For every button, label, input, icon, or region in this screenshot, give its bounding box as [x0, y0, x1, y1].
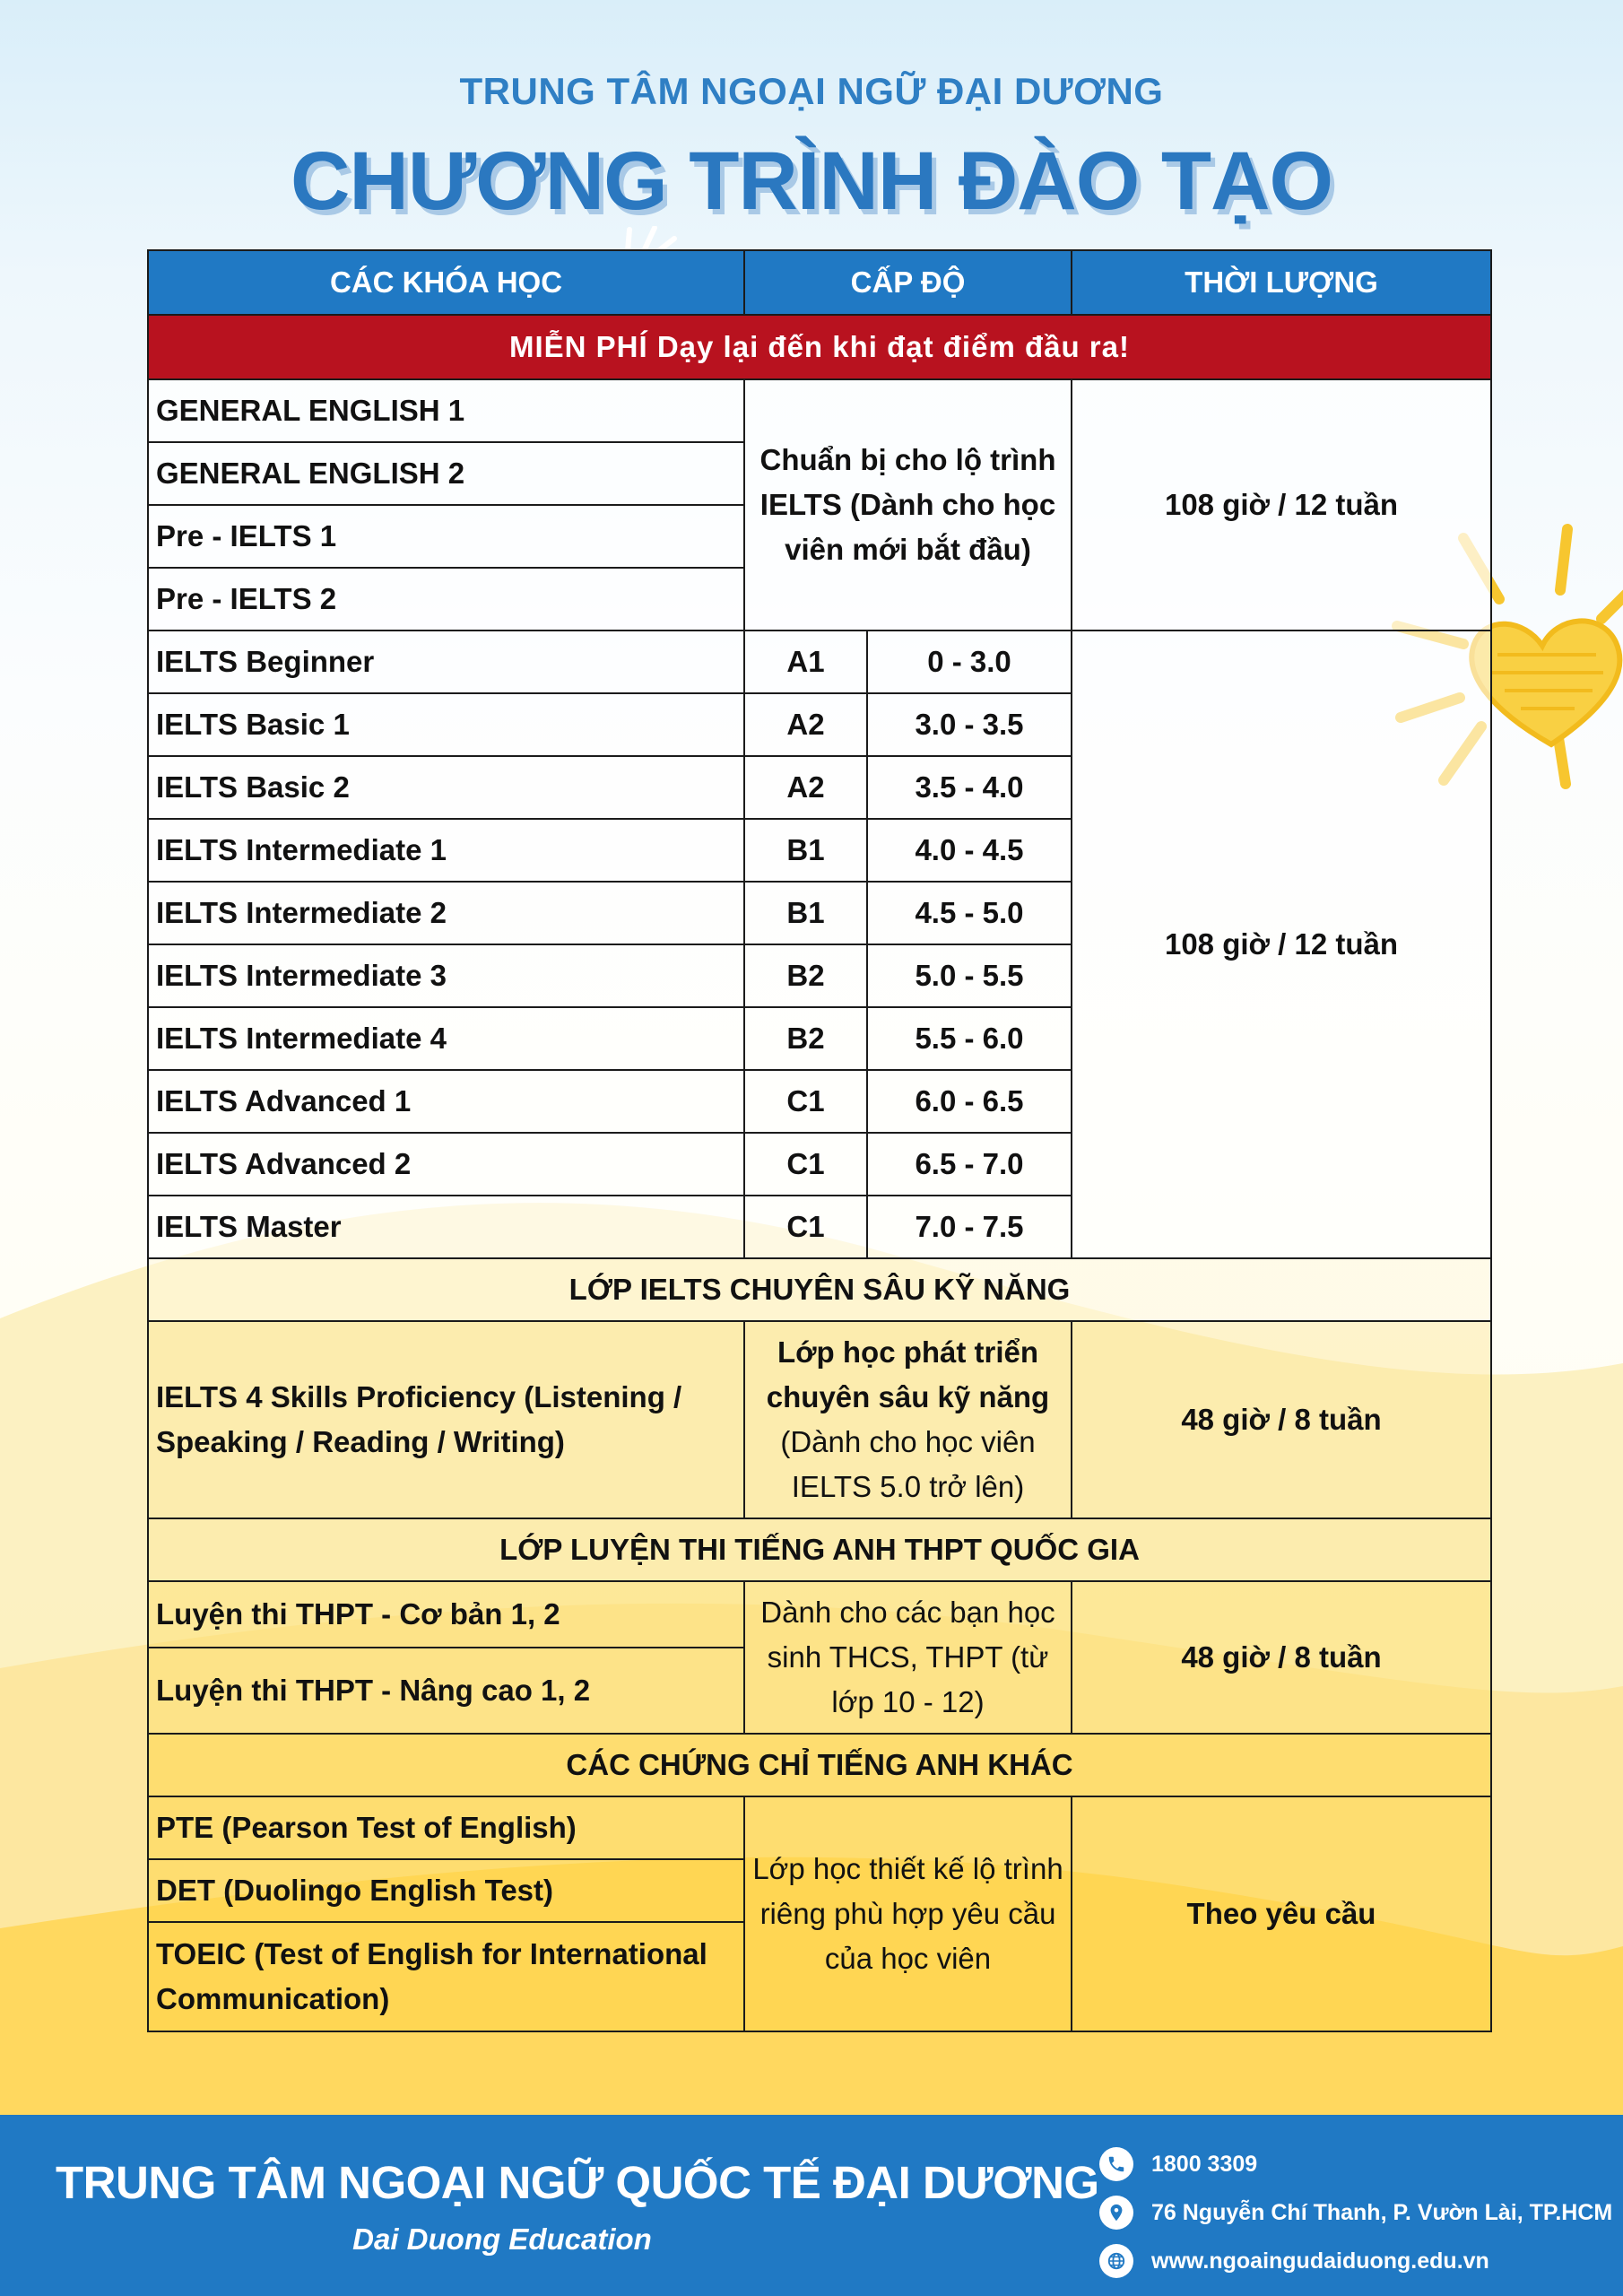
course-name: IELTS Beginner [148, 631, 744, 693]
footer-center-name: TRUNG TÂM NGOẠI NGỮ QUỐC TẾ ĐẠI DƯƠNG [56, 2157, 1099, 2208]
section-row [148, 1734, 1491, 1796]
band-range: 3.0 - 3.5 [867, 693, 1072, 756]
band-range: 4.0 - 4.5 [867, 819, 1072, 882]
cefr-level: C1 [744, 1133, 867, 1196]
table-row [148, 1581, 1491, 1648]
thpt-section-title: LỚP LUYỆN THI TIẾNG ANH THPT QUỐC GIA [148, 1518, 1491, 1581]
course-name: IELTS Advanced 2 [148, 1133, 744, 1196]
cefr-level: B1 [744, 882, 867, 944]
column-header-courses: CÁC KHÓA HỌC [148, 250, 744, 315]
general-duration: 108 giờ / 12 tuần [1072, 379, 1491, 631]
cefr-level: B2 [744, 1007, 867, 1070]
contact-phone[interactable] [1099, 2147, 1257, 2181]
center-name-subtitle: TRUNG TÂM NGOẠI NGỮ ĐẠI DƯƠNG [459, 70, 1164, 112]
table-row [148, 631, 1491, 693]
skills-level-subnote: (Dành cho học viên IELTS 5.0 trở lên) [780, 1425, 1036, 1503]
band-range: 5.5 - 6.0 [867, 1007, 1072, 1070]
location-pin-icon [1099, 2196, 1133, 2230]
course-name: PTE (Pearson Test of English) [148, 1796, 744, 1859]
other-duration: Theo yêu cầu [1072, 1796, 1491, 2031]
thpt-level-note: Dành cho các bạn học sinh THCS, THPT (từ lớp 10 - 12) [744, 1581, 1072, 1734]
cefr-level: B2 [744, 944, 867, 1007]
course-name: IELTS 4 Skills Proficiency (Listening / Speaking / Reading / Writing) [148, 1321, 744, 1518]
skills-duration: 48 giờ / 8 tuần [1072, 1321, 1491, 1518]
footer [0, 2115, 1623, 2296]
table-row [148, 379, 1491, 442]
course-name: IELTS Advanced 1 [148, 1070, 744, 1133]
general-level-note: Chuẩn bị cho lộ trình IELTS (Dành cho học viên mới bắt đầu) [744, 379, 1072, 631]
phone-number: 1800 3309 [1151, 2151, 1258, 2177]
course-name: IELTS Intermediate 4 [148, 1007, 744, 1070]
column-header-duration: THỜI LƯỢNG [1072, 250, 1491, 315]
skills-section-title: LỚP IELTS CHUYÊN SÂU KỸ NĂNG [148, 1258, 1491, 1321]
address-text: 76 Nguyễn Chí Thanh, P. Vườn Lài, TP.HCM [1151, 2199, 1613, 2225]
course-name: TOEIC (Test of English for International Communication) [148, 1922, 744, 2031]
table-row [148, 1796, 1491, 1859]
course-name: IELTS Master [148, 1196, 744, 1258]
band-range: 5.0 - 5.5 [867, 944, 1072, 1007]
section-row [148, 1258, 1491, 1321]
ielts-duration: 108 giờ / 12 tuần [1072, 631, 1491, 1258]
column-header-level: CẤP ĐỘ [744, 250, 1072, 315]
promo-banner: MIỄN PHÍ Dạy lại đến khi đạt điểm đầu ra! [148, 315, 1491, 379]
globe-icon [1099, 2244, 1133, 2278]
contact-address[interactable] [1099, 2196, 1612, 2230]
band-range: 7.0 - 7.5 [867, 1196, 1072, 1258]
course-name: IELTS Basic 2 [148, 756, 744, 819]
course-name: Pre - IELTS 1 [148, 505, 744, 568]
band-range: 3.5 - 4.0 [867, 756, 1072, 819]
section-row [148, 1518, 1491, 1581]
course-name: IELTS Basic 1 [148, 693, 744, 756]
skills-level-note [744, 1321, 1072, 1518]
course-name: IELTS Intermediate 3 [148, 944, 744, 1007]
band-range: 0 - 3.0 [867, 631, 1072, 693]
page-title: CHƯƠNG TRÌNH ĐÀO TẠO [290, 135, 1333, 227]
thpt-duration: 48 giờ / 8 tuần [1072, 1581, 1491, 1734]
course-name: Luyện thi THPT - Nâng cao 1, 2 [148, 1648, 744, 1734]
course-name: GENERAL ENGLISH 1 [148, 379, 744, 442]
cefr-level: A2 [744, 756, 867, 819]
cefr-level: C1 [744, 1196, 867, 1258]
cefr-level: C1 [744, 1070, 867, 1133]
website-link: www.ngoaingudaiduong.edu.vn [1151, 2248, 1489, 2274]
cefr-level: B1 [744, 819, 867, 882]
course-name: Luyện thi THPT - Cơ bản 1, 2 [148, 1581, 744, 1648]
skills-level-bold: Lớp học phát triển chuyên sâu kỹ năng [766, 1335, 1050, 1413]
footer-brand: Dai Duong Education [352, 2222, 652, 2256]
promo-banner-row [148, 315, 1491, 379]
course-table [147, 249, 1492, 2032]
cefr-level: A1 [744, 631, 867, 693]
course-name: Pre - IELTS 2 [148, 568, 744, 631]
course-name: DET (Duolingo English Test) [148, 1859, 744, 1922]
course-name: IELTS Intermediate 2 [148, 882, 744, 944]
cefr-level: A2 [744, 693, 867, 756]
table-header-row [148, 250, 1491, 315]
band-range: 4.5 - 5.0 [867, 882, 1072, 944]
band-range: 6.0 - 6.5 [867, 1070, 1072, 1133]
table-row [148, 1321, 1491, 1518]
other-level-note: Lớp học thiết kế lộ trình riêng phù hợp yêu cầu của học viên [744, 1796, 1072, 2031]
course-name: GENERAL ENGLISH 2 [148, 442, 744, 505]
course-name: IELTS Intermediate 1 [148, 819, 744, 882]
other-section-title: CÁC CHỨNG CHỈ TIẾNG ANH KHÁC [148, 1734, 1491, 1796]
band-range: 6.5 - 7.0 [867, 1133, 1072, 1196]
contact-website[interactable] [1099, 2244, 1489, 2278]
phone-icon [1099, 2147, 1133, 2181]
